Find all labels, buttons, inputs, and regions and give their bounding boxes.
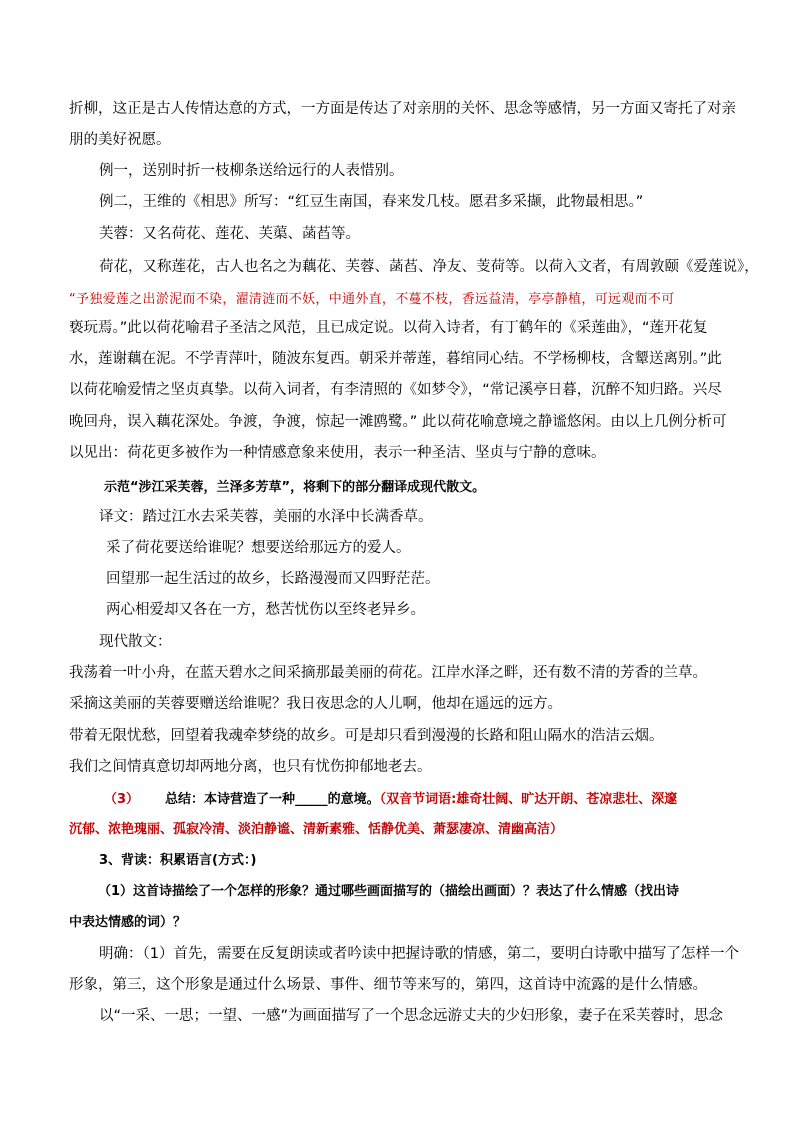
paragraph-line bbox=[69, 349, 722, 369]
text-segment: 例一，送别时折一枝柳条送给远行的人表惜别。 bbox=[99, 163, 404, 179]
paragraph-line bbox=[69, 975, 707, 995]
summary-line bbox=[104, 789, 677, 810]
paragraph-line bbox=[69, 99, 736, 119]
paragraph-line bbox=[69, 380, 722, 400]
text-segment: 的意境。 bbox=[327, 792, 380, 807]
paragraph-line bbox=[69, 663, 707, 683]
paragraph-line bbox=[69, 757, 432, 777]
text-segment: 荷花，又称莲花，古人也名之为藕花、芙蓉、菡萏、净友、芰荷等。以荷入文者，有周敦颐《爱莲说》， bbox=[99, 259, 759, 275]
text-segment: 回望那一起生活过的故乡，长路漫漫而又四野茫茫。 bbox=[106, 571, 440, 587]
paragraph-line bbox=[99, 192, 643, 212]
paragraph-line bbox=[99, 944, 739, 964]
paragraph-line bbox=[69, 443, 606, 463]
text-segment: 译文：踏过江水去采芙蓉，美丽的水泽中长满香草。 bbox=[99, 509, 433, 525]
text-segment: 明确：（1）首先，需要在反复朗读或者吟读中把握诗歌的情感，第二，要明白诗歌中描写了怎样一个 bbox=[99, 946, 739, 962]
text-segment: 以见出：荷花更多被作为一种情感意象来使用，表示一种圣洁、坚贞与宁静的意味。 bbox=[69, 445, 606, 461]
paragraph-line bbox=[69, 694, 562, 714]
text-segment: 以“一采、一思；一望、一感”为画面描写了一个思念远游丈夫的少妇形象，妻子在采芙蓉时，思念 bbox=[99, 1008, 724, 1024]
text-segment: 示范“涉江采芙蓉，兰泽多芳草”，将剩下的部分翻译成现代散文。 bbox=[104, 480, 486, 495]
text-segment: （双音节词语:雄奇壮阔、旷达开朗、苍凉悲壮、深邃 bbox=[379, 792, 678, 807]
quote-line bbox=[69, 289, 675, 310]
paragraph-line bbox=[99, 161, 404, 181]
text-segment: 总结：本诗营造了一种 bbox=[139, 792, 296, 807]
text-segment: 晚回舟，误入藕花深处。争渡，争渡，惊起一滩鸥鹭。” 此以荷花喻意境之静谧悠闲。由以上几例分析可 bbox=[69, 414, 727, 430]
text-segment: 朋的美好祝愿。 bbox=[69, 132, 171, 148]
text-segment: 沉郁、浓艳瑰丽、孤寂冷清、淡泊静谧、清新素雅、恬静优美、萧瑟凄凉、清幽高洁） bbox=[69, 822, 564, 837]
text-segment: 我们之间情真意切却两地分离，也只有忧伤抑郁地老去。 bbox=[69, 759, 432, 775]
paragraph-line bbox=[99, 632, 172, 652]
paragraph-line bbox=[69, 318, 708, 338]
text-segment: “予独爱莲之出淤泥而不染，濯清涟而不妖，中通外直，不蔓不枝，香远益清，亭亭静植，可远观而不可 bbox=[69, 292, 675, 307]
paragraph-line bbox=[69, 412, 726, 432]
text-segment: 中表达情感的词）？ bbox=[69, 915, 187, 930]
text-segment: 芙蓉：又名荷花、莲花、芙蕖、菡萏等。 bbox=[99, 226, 360, 242]
question-line bbox=[98, 881, 679, 902]
heading-line bbox=[104, 477, 485, 498]
paragraph-line bbox=[106, 600, 425, 620]
paragraph-line bbox=[99, 224, 360, 244]
text-segment: 3、背读：积累语言(方式：) bbox=[99, 853, 257, 868]
text-segment: 以荷花喻爱情之坚贞真挚。以荷入词者，有李清照的《如梦令》，“常记溪亭日暮，沉醉不知归路。兴尽 bbox=[69, 382, 722, 398]
text-segment: 采摘这美丽的芙蓉要赠送给谁呢？我日夜思念的人儿啊，他却在遥远的远方。 bbox=[69, 696, 562, 712]
paragraph-line bbox=[106, 538, 411, 558]
paragraph-line bbox=[99, 1006, 723, 1026]
text-segment: 亵玩焉。”此以荷花喻君子圣洁之风范，且已成定说。以荷入诗者，有丁鹤年的《采莲曲》，“莲开花复 bbox=[69, 320, 708, 336]
text-segment: 现代散文： bbox=[99, 634, 172, 650]
text-segment: 带着无限忧愁，回望着我魂牵梦绕的故乡。可是却只看到漫漫的长路和阻山隔水的浩洁云烟。 bbox=[69, 728, 664, 744]
paragraph-line bbox=[69, 130, 171, 150]
heading-line bbox=[99, 850, 256, 871]
text-segment: 我荡着一叶小舟，在蓝天碧水之间采摘那最美丽的荷花。江岸水泽之畔，还有数不清的芳香的兰草。 bbox=[69, 665, 707, 681]
text-segment: _____ bbox=[295, 792, 328, 807]
text-segment: 两心相爱却又各在一方，愁苦忧伤以至终老异乡。 bbox=[106, 602, 425, 618]
text-segment: （1）这首诗描绘了一个怎样的形象？通过哪些画面描写的（描绘出画面）？表达了什么情感（找出诗 bbox=[98, 884, 680, 899]
text-segment: 折柳，这正是古人传情达意的方式，一方面是传达了对亲朋的关怀、思念等感情，另一方面又寄托了对亲 bbox=[69, 101, 736, 117]
summary-line bbox=[69, 819, 563, 840]
paragraph-line bbox=[69, 726, 664, 746]
text-segment: 例二，王维的《相思》所写：“红豆生南国，春来发几枝。愿君多采撷，此物最相思。” bbox=[99, 194, 644, 210]
paragraph-line bbox=[99, 507, 433, 527]
text-segment: 采了荷花要送给谁呢？想要送给那远方的爱人。 bbox=[106, 540, 411, 556]
text-segment: 形象，第三，这个形象是通过什么场景、事件、细节等来写的，第四，这首诗中流露的是什么情感。 bbox=[69, 977, 707, 993]
text-segment: 水，莲谢藕在泥。不学青萍叶，随波东复西。朝采并蒂莲，暮绾同心结。不学杨柳枝，含颦送离别。”此 bbox=[69, 351, 722, 367]
question-line bbox=[69, 912, 186, 933]
paragraph-line bbox=[106, 569, 440, 589]
text-segment: （3） bbox=[104, 792, 140, 807]
paragraph-line bbox=[99, 257, 759, 277]
